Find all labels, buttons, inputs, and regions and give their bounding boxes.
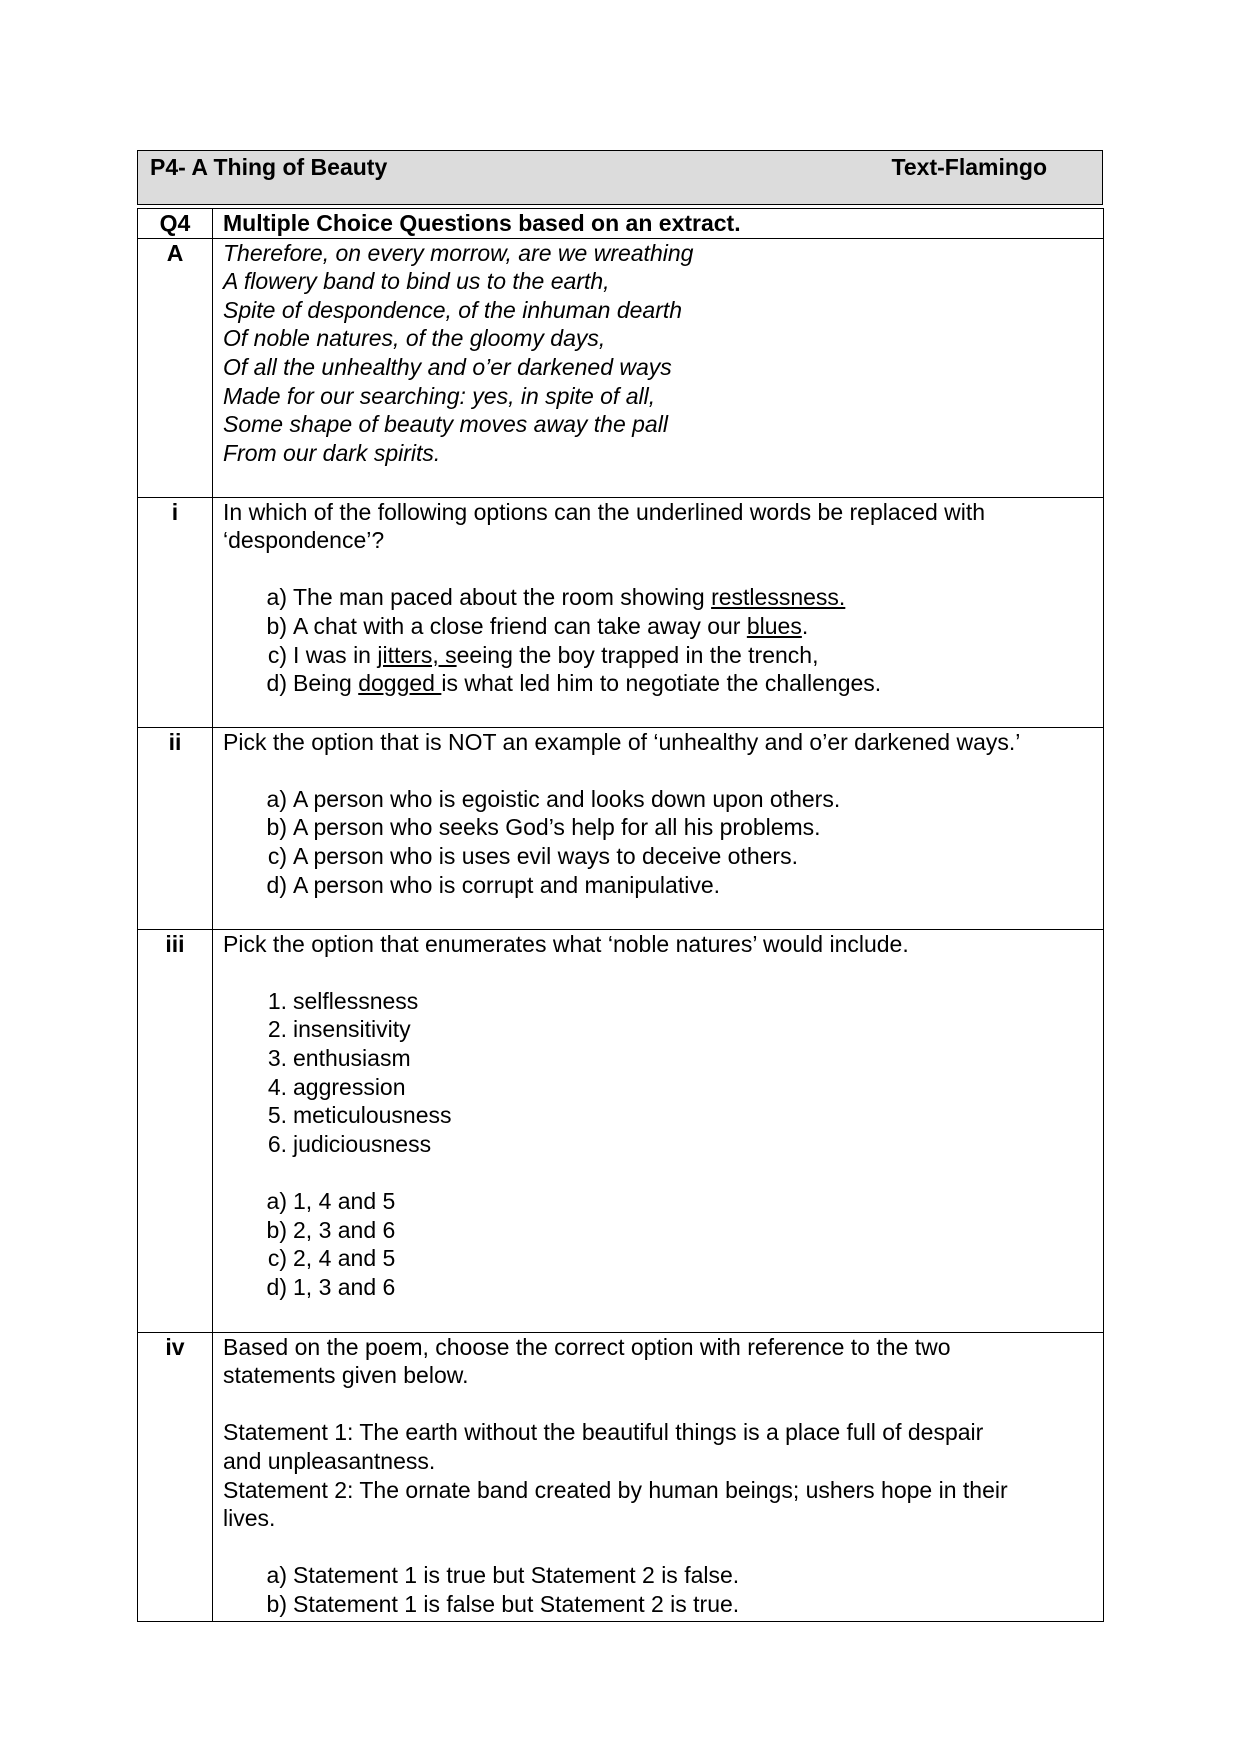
list-item: 3. enthusiasm	[267, 1044, 411, 1071]
option-d: d) A person who is corrupt and manipulative.	[266, 871, 721, 898]
question-iv-text: Based on the poem, choose the correct option with reference to the two	[223, 1333, 951, 1360]
poem-line: From our dark spirits.	[223, 439, 441, 466]
page-title: P4- A Thing of Beauty	[150, 154, 388, 180]
list-item: 2. insensitivity	[267, 1016, 411, 1043]
poem-line: Spite of despondence, of the inhuman dearth	[223, 296, 683, 323]
question-i-text-cont: ‘despondence’?	[223, 527, 385, 554]
underlined-word: blues	[746, 612, 802, 639]
option-d: d) Being dogged is what led him to negotiate the challenges.	[223, 669, 1103, 698]
statement-1: Statement 1: The earth without the beautiful things is a place full of despair	[223, 1419, 984, 1446]
option-c: c) I was in jitters, seeing the boy trapped in the trench,	[223, 641, 1103, 670]
extract-number: A	[138, 238, 213, 497]
question-i-row	[138, 497, 1104, 727]
question-ii-row	[138, 727, 1104, 929]
poem-line: A flowery band to bind us to the earth,	[223, 268, 610, 295]
q4-number: Q4	[138, 209, 213, 239]
option-label: b)	[266, 612, 287, 639]
underlined-word: jitters, s	[377, 641, 457, 668]
header-box	[137, 150, 1103, 205]
question-ii-number: ii	[138, 727, 213, 929]
question-iii-text: Pick the option that enumerates what ‘noble natures’ would include.	[223, 930, 909, 957]
option-a: a) A person who is egoistic and looks down upon others.	[266, 785, 841, 812]
q4-title: Multiple Choice Questions based on an extract.	[213, 209, 1104, 239]
list-item: 6. judiciousness	[267, 1130, 432, 1157]
question-i-number: i	[138, 497, 213, 727]
underlined-word: restlessness.	[711, 584, 846, 611]
option-d: d) 1, 3 and 6	[266, 1273, 396, 1300]
option-a: a) The man paced about the room showing restlessness.	[223, 583, 1103, 612]
question-i-text: In which of the following options can the underlined words be replaced with	[223, 498, 986, 525]
poem-line: Therefore, on every morrow, are we wreathing	[223, 239, 694, 266]
list-item: 1. selflessness	[267, 987, 419, 1014]
underlined-word: dogged	[358, 670, 442, 697]
question-iv-row	[138, 1332, 1104, 1621]
poem-line: Of all the unhealthy and o’er darkened ways	[223, 353, 672, 380]
question-iv-number: iv	[138, 1332, 213, 1621]
option-label: c)	[267, 641, 287, 668]
list-item: 4. aggression	[267, 1073, 406, 1100]
poem-extract	[213, 238, 1104, 497]
option-a: a) 1, 4 and 5	[266, 1187, 396, 1214]
list-item: 5. meticulousness	[267, 1102, 452, 1129]
question-table	[137, 208, 1104, 1622]
option-b: b) A person who seeks God’s help for all his problems.	[266, 814, 821, 841]
option-b: b) A chat with a close friend can take away our blues.	[223, 612, 1103, 641]
option-label: d)	[266, 670, 287, 697]
extract-row	[138, 238, 1104, 497]
question-iv-text-cont: statements given below.	[223, 1362, 469, 1389]
question-iii-body	[213, 929, 1104, 1332]
question-iv-body	[213, 1332, 1104, 1621]
question-ii-text: Pick the option that is NOT an example of ‘unhealthy and o’er darkened ways.’	[223, 728, 1021, 755]
question-i-body	[213, 497, 1104, 727]
option-c: c) 2, 4 and 5	[267, 1245, 396, 1272]
poem-line: Some shape of beauty moves away the pall	[223, 411, 668, 438]
option-b: b) 2, 3 and 6	[266, 1216, 396, 1243]
poem-line: Made for our searching: yes, in spite of all,	[223, 382, 656, 409]
option-a: a) Statement 1 is true but Statement 2 is false.	[266, 1562, 740, 1589]
question-iii-row	[138, 929, 1104, 1332]
question-ii-body	[213, 727, 1104, 929]
option-c: c) A person who is uses evil ways to deceive others.	[267, 842, 798, 869]
statement-2-cont: lives.	[223, 1505, 276, 1532]
question-iii-number: iii	[138, 929, 213, 1332]
option-label: a)	[266, 584, 287, 611]
statement-1-cont: and unpleasantness.	[223, 1447, 436, 1474]
q4-row	[138, 209, 1104, 239]
option-b: b) Statement 1 is false but Statement 2 is true.	[266, 1590, 740, 1617]
statement-2: Statement 2: The ornate band created by human beings; ushers hope in their	[223, 1476, 1008, 1503]
poem-line: Of noble natures, of the gloomy days,	[223, 325, 606, 352]
text-label: Text-Flamingo	[891, 154, 1047, 180]
